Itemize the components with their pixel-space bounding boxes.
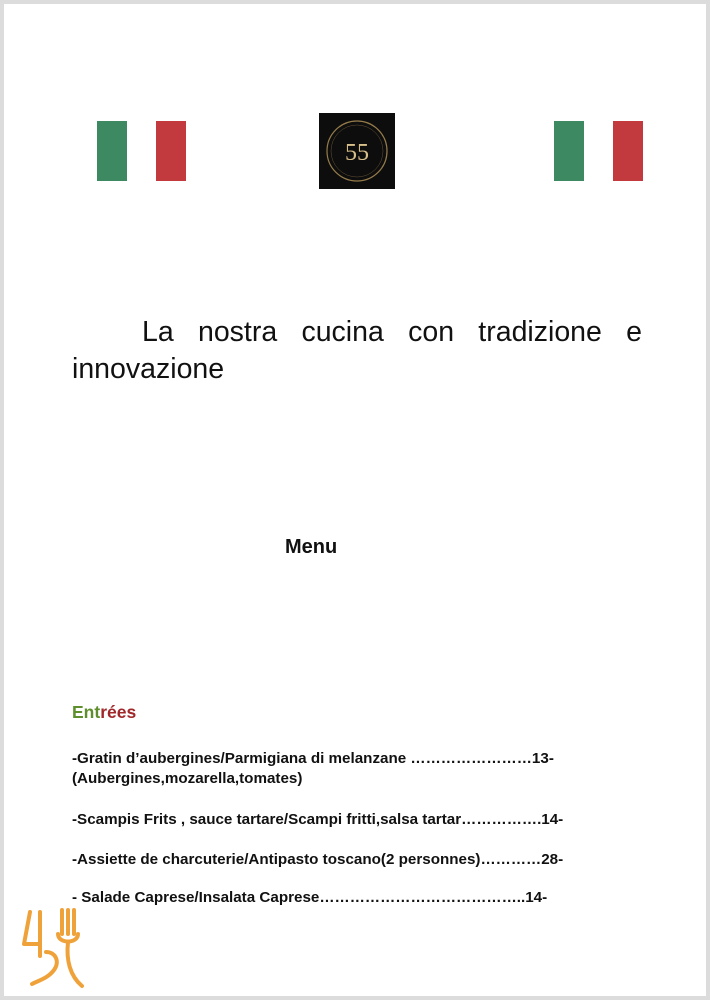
menu-item xyxy=(72,888,547,908)
menu-item-line: -Assiette de charcuterie/Antipasto toscano(2 personnes)…………28- xyxy=(72,851,564,868)
menu-item xyxy=(72,749,554,789)
flag-red-stripe xyxy=(613,121,643,181)
menu-page xyxy=(4,4,706,996)
italian-flag-right xyxy=(554,121,643,181)
flag-red-stripe xyxy=(156,121,186,181)
menu-item-description: (Aubergines,mozarella,tomates) xyxy=(72,770,303,787)
logo-emblem-icon xyxy=(319,113,395,189)
flag-green-stripe xyxy=(554,121,584,181)
section-title-part2: rées xyxy=(100,702,137,722)
menu-item xyxy=(72,810,563,830)
logo-text: 55 xyxy=(345,140,369,166)
flag-green-stripe xyxy=(97,121,127,181)
fork-logo-icon xyxy=(16,904,92,992)
tagline: La nostra cucina con tradizione e innovazione xyxy=(72,316,642,385)
section-title-part1: Ent xyxy=(72,702,101,722)
menu-item-line: -Gratin d’aubergines/Parmigiana di melanzane ……………………13- xyxy=(72,750,554,767)
flag-white-stripe xyxy=(127,121,156,181)
restaurant-logo xyxy=(319,113,395,189)
menu-item-line: - Salade Caprese/Insalata Caprese…………………………………..14- xyxy=(72,889,548,906)
section-title-entrees xyxy=(72,702,136,723)
italian-flag-left xyxy=(97,121,186,181)
menu-title: Menu xyxy=(285,536,338,558)
flag-white-stripe xyxy=(584,121,613,181)
menu-item-line: -Scampis Frits , sauce tartare/Scampi fritti,salsa tartar…………….14- xyxy=(72,811,564,828)
menu-item xyxy=(72,850,563,870)
